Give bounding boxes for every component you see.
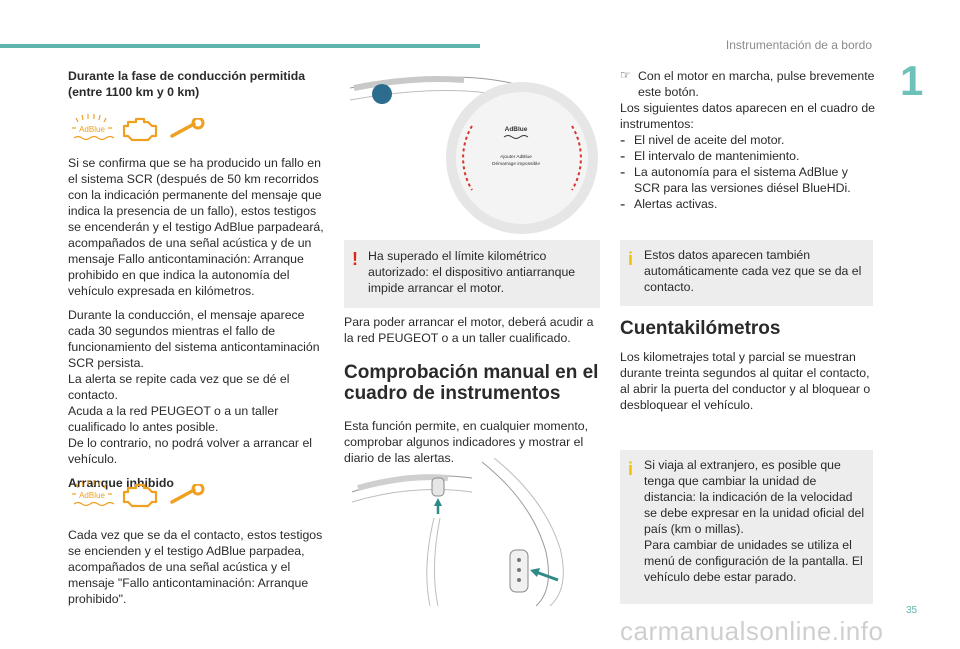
list-item-text: El nivel de aceite del motor. xyxy=(634,133,785,147)
driving-message-line-3: Acuda a la red PEUGEOT o a un taller cualificado lo antes posible. xyxy=(68,404,279,434)
column-1-body xyxy=(68,155,324,491)
list-dash: - xyxy=(620,148,626,165)
info-box xyxy=(620,240,873,306)
manual-check-paragraph: Esta función permite, en cualquier momento, comprobar algunos indicadores y mostrar el diario de las alertas. xyxy=(344,419,589,465)
gauge-brand: AdBlue xyxy=(504,126,528,133)
info-icon: i xyxy=(628,459,634,479)
list-item-text: Alertas activas. xyxy=(634,197,718,211)
info-icon: i xyxy=(628,249,634,269)
gauge-message-2: Démarrage impossible xyxy=(492,162,540,167)
heading-driving-phase: Durante la fase de conducción permitida (entre 1100 km y 0 km) xyxy=(68,69,306,99)
start-inhibited-paragraph: Cada vez que se da el contacto, estos testigos se encienden y el testigo AdBlue parpadea, acompañados de una señal acústica y el mensaje "Fallo anticontaminación: Arranque prohibido". xyxy=(68,528,323,606)
units-info-line-2: Para cambiar de unidades se utiliza el menú de configuración de la pantalla. El vehículo debe estar parado. xyxy=(644,538,863,584)
list-item xyxy=(620,164,876,196)
wrench-icon xyxy=(168,118,208,145)
list-item-text: El intervalo de mantenimiento. xyxy=(634,149,800,163)
heading-start-inhibited: Arranque inhibido xyxy=(68,476,174,490)
odometer-paragraph: Los kilometrajes total y parcial se muestran durante treinta segundos al quitar el contacto, al abrir la puerta del conductor y al bloquear o desbloquear el vehículo. xyxy=(620,350,871,412)
odometer-title: Cuentakilómetros xyxy=(620,318,781,339)
odometer-section xyxy=(620,318,876,413)
data-list-intro: Los siguientes datos aparecen en el cuadro de instrumentos: xyxy=(620,101,875,131)
list-dash: - xyxy=(620,164,626,181)
manual-check-title: Comprobación manual en el cuadro de instrumentos xyxy=(344,362,599,404)
scr-fault-paragraph: Si se confirma que se ha producido un fallo en el sistema SCR (después de 50 km recorridos con la indicación permanente del mensaje que indica la presencia de un fallo), estos testigos se encenderán y el testigo AdBlue parpadeará, acompañados de una señal acústica y de un mensaje Fallo anticontaminación: Arranque prohibido en que indica la autonomía del vehículo expresada en kilómetros. xyxy=(68,156,324,298)
list-item xyxy=(620,196,876,212)
column-1-footer xyxy=(68,527,324,607)
driving-message-line-4: De lo contrario, no podrá volver a arrancar el vehículo. xyxy=(68,436,313,466)
warning-box xyxy=(344,240,600,308)
steering-wheel-button-illustration xyxy=(344,458,600,606)
list-item-text: La autonomía para el sistema AdBlue y SCR para las versiones diésel BlueHDi. xyxy=(634,165,851,195)
column-3 xyxy=(620,68,876,212)
watermark: carmanualsonline.info xyxy=(620,616,884,646)
section-title: Instrumentación de a bordo xyxy=(725,38,872,52)
restart-paragraph: Para poder arrancar el motor, deberá acudir a la red PEUGEOT o a un taller cualificado. xyxy=(344,315,594,345)
chapter-number: 1 xyxy=(900,57,924,104)
units-info-line-1: Si viaja al extranjero, es posible que tenga que cambiar la unidad de distancia: la indicación de la velocidad se debe expresar en la unidad oficial del país (km o millas). xyxy=(644,458,865,536)
page-number: 35 xyxy=(906,605,918,616)
svg-text:AdBlue: AdBlue xyxy=(79,491,105,500)
warning-text: Ha superado el límite kilométrico autorizado: el dispositivo antiarranque impide arrancar el motor. xyxy=(368,249,576,295)
driving-message-line-1: Durante la conducción, el mensaje aparece cada 30 segundos mientras el fallo de funcionamiento del sistema anticontaminación SCR persista. xyxy=(68,308,320,370)
info-box xyxy=(620,450,873,604)
list-item xyxy=(620,132,876,148)
driving-message-line-2: La alerta se repite cada vez que se dé el contacto. xyxy=(68,372,290,402)
engine-warning-icon xyxy=(118,116,158,149)
list-item xyxy=(620,148,876,164)
column-1 xyxy=(68,68,324,100)
engine-warning-icon xyxy=(118,482,158,515)
pointer-icon: ☞ xyxy=(620,68,631,82)
gauge-message-1: Ajouter AdBlue xyxy=(500,155,532,160)
wrench-icon xyxy=(168,484,208,511)
list-dash: - xyxy=(620,196,626,213)
exclamation-icon: ! xyxy=(352,249,358,269)
info-text: Estos datos aparecen también automáticamente cada vez que se da el contacto. xyxy=(644,248,862,294)
list-dash: - xyxy=(620,132,626,149)
header-accent-bar xyxy=(0,44,480,48)
svg-text:AdBlue: AdBlue xyxy=(79,125,105,134)
adblue-icon xyxy=(66,478,126,514)
instrument-panel-illustration xyxy=(344,64,600,240)
column-2-body xyxy=(344,314,600,466)
press-button-instruction: Con el motor en marcha, pulse brevemente este botón. xyxy=(638,69,875,99)
